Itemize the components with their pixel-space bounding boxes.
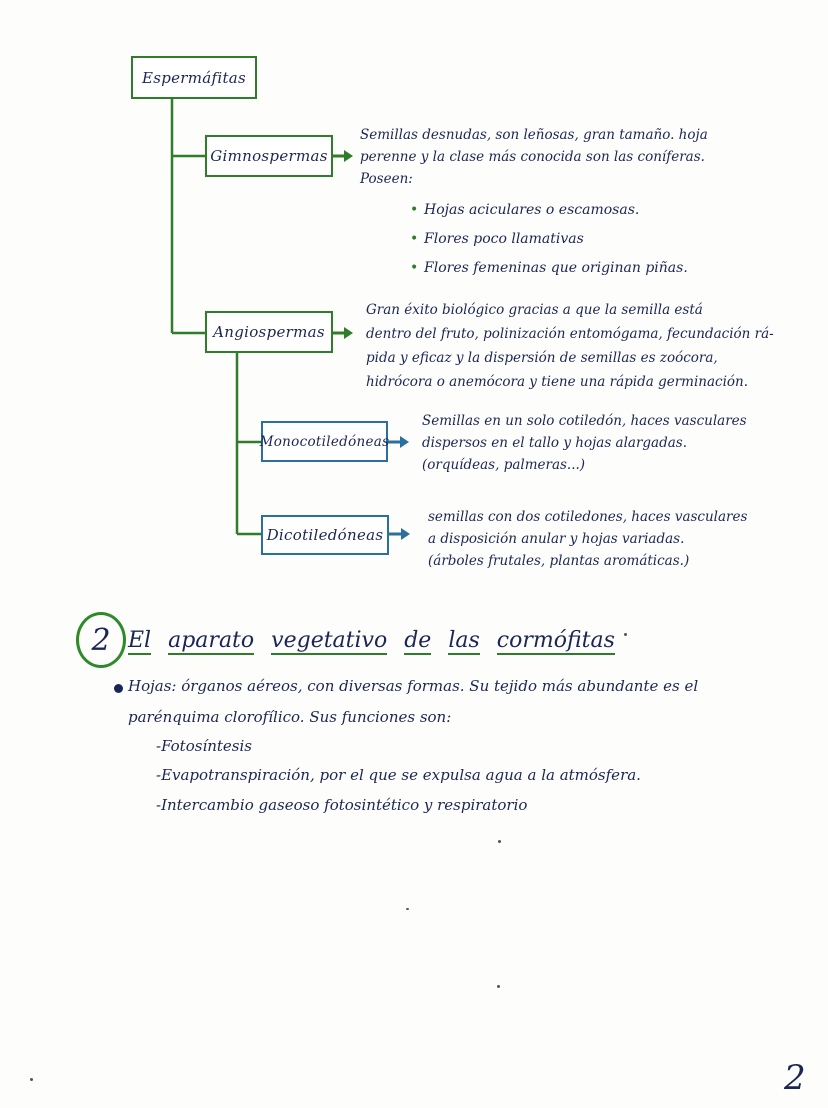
- box-monocotiledoneas: Monocotiledóneas: [261, 421, 388, 462]
- title-word: las: [448, 628, 480, 653]
- scan-speck: [624, 633, 627, 636]
- title-word: cormófitas: [496, 628, 615, 653]
- desc-line: Gran éxito biológico gracias a que la semilla está: [366, 302, 703, 318]
- scan-speck: [30, 1078, 33, 1081]
- scan-speck: [498, 840, 501, 843]
- page-number: 2: [784, 1058, 806, 1098]
- angiospermas-description: [366, 298, 774, 394]
- desc-line: semillas con dos cotiledones, haces vasculares: [428, 509, 748, 525]
- scan-speck: [406, 908, 409, 910]
- monocotiledoneas-description: [422, 410, 747, 476]
- desc-line: Semillas desnudas, son leñosas, gran tamaño. hoja: [360, 127, 708, 143]
- title-word: El: [128, 628, 152, 653]
- list-item: • Flores femeninas que originan piñas.: [410, 254, 688, 283]
- box-angiospermas: Angiospermas: [205, 311, 333, 353]
- dicotiledoneas-description: [428, 506, 747, 572]
- function-item: -Intercambio gaseoso fotosintético y respiratorio: [156, 796, 528, 814]
- desc-line: pida y eficaz y la dispersión de semillas es zoócora,: [366, 350, 718, 366]
- gimnospermas-description: [360, 124, 708, 190]
- title-word: aparato: [168, 628, 255, 653]
- desc-line: a disposición anular y hojas variadas.: [428, 531, 685, 547]
- desc-line: dispersos en el tallo y hojas alargadas.: [422, 435, 688, 451]
- bullet-dot-icon: [114, 684, 123, 693]
- root-box-espermafitas: Espermáfitas: [131, 56, 257, 99]
- box-gimnospermas: Gimnospermas: [205, 135, 333, 177]
- desc-line: dentro del fruto, polinización entomógama, fecundación rá-: [366, 326, 774, 342]
- list-item: • Flores poco llamativas: [410, 225, 688, 254]
- desc-line: Semillas en un solo cotiledón, haces vasculares: [422, 413, 747, 429]
- scan-speck: [497, 985, 500, 988]
- function-item: -Fotosíntesis: [156, 737, 252, 755]
- title-word: de: [404, 628, 432, 653]
- hojas-line-1: Hojas: órganos aéreos, con diversas formas. Su tejido más abundante es el: [128, 677, 699, 695]
- section-title: [128, 628, 615, 653]
- desc-line: Poseen:: [360, 171, 413, 187]
- title-word: vegetativo: [271, 628, 388, 653]
- list-item: • Hojas aciculares o escamosas.: [410, 196, 688, 225]
- desc-line: hidrócora o anemócora y tiene una rápida germinación.: [366, 374, 749, 390]
- gimnospermas-features-list: [410, 196, 688, 283]
- section-number-circle: 2: [76, 612, 126, 668]
- function-item: -Evapotranspiración, por el que se expulsa agua a la atmósfera.: [156, 766, 641, 784]
- desc-line: perenne y la clase más conocida son las coníferas.: [360, 149, 705, 165]
- desc-line: (árboles frutales, plantas aromáticas.): [428, 553, 690, 569]
- box-dicotiledoneas: Dicotiledóneas: [261, 515, 389, 555]
- desc-line: (orquídeas, palmeras...): [422, 457, 586, 473]
- hojas-line-2: parénquima clorofílico. Sus funciones son:: [128, 708, 452, 726]
